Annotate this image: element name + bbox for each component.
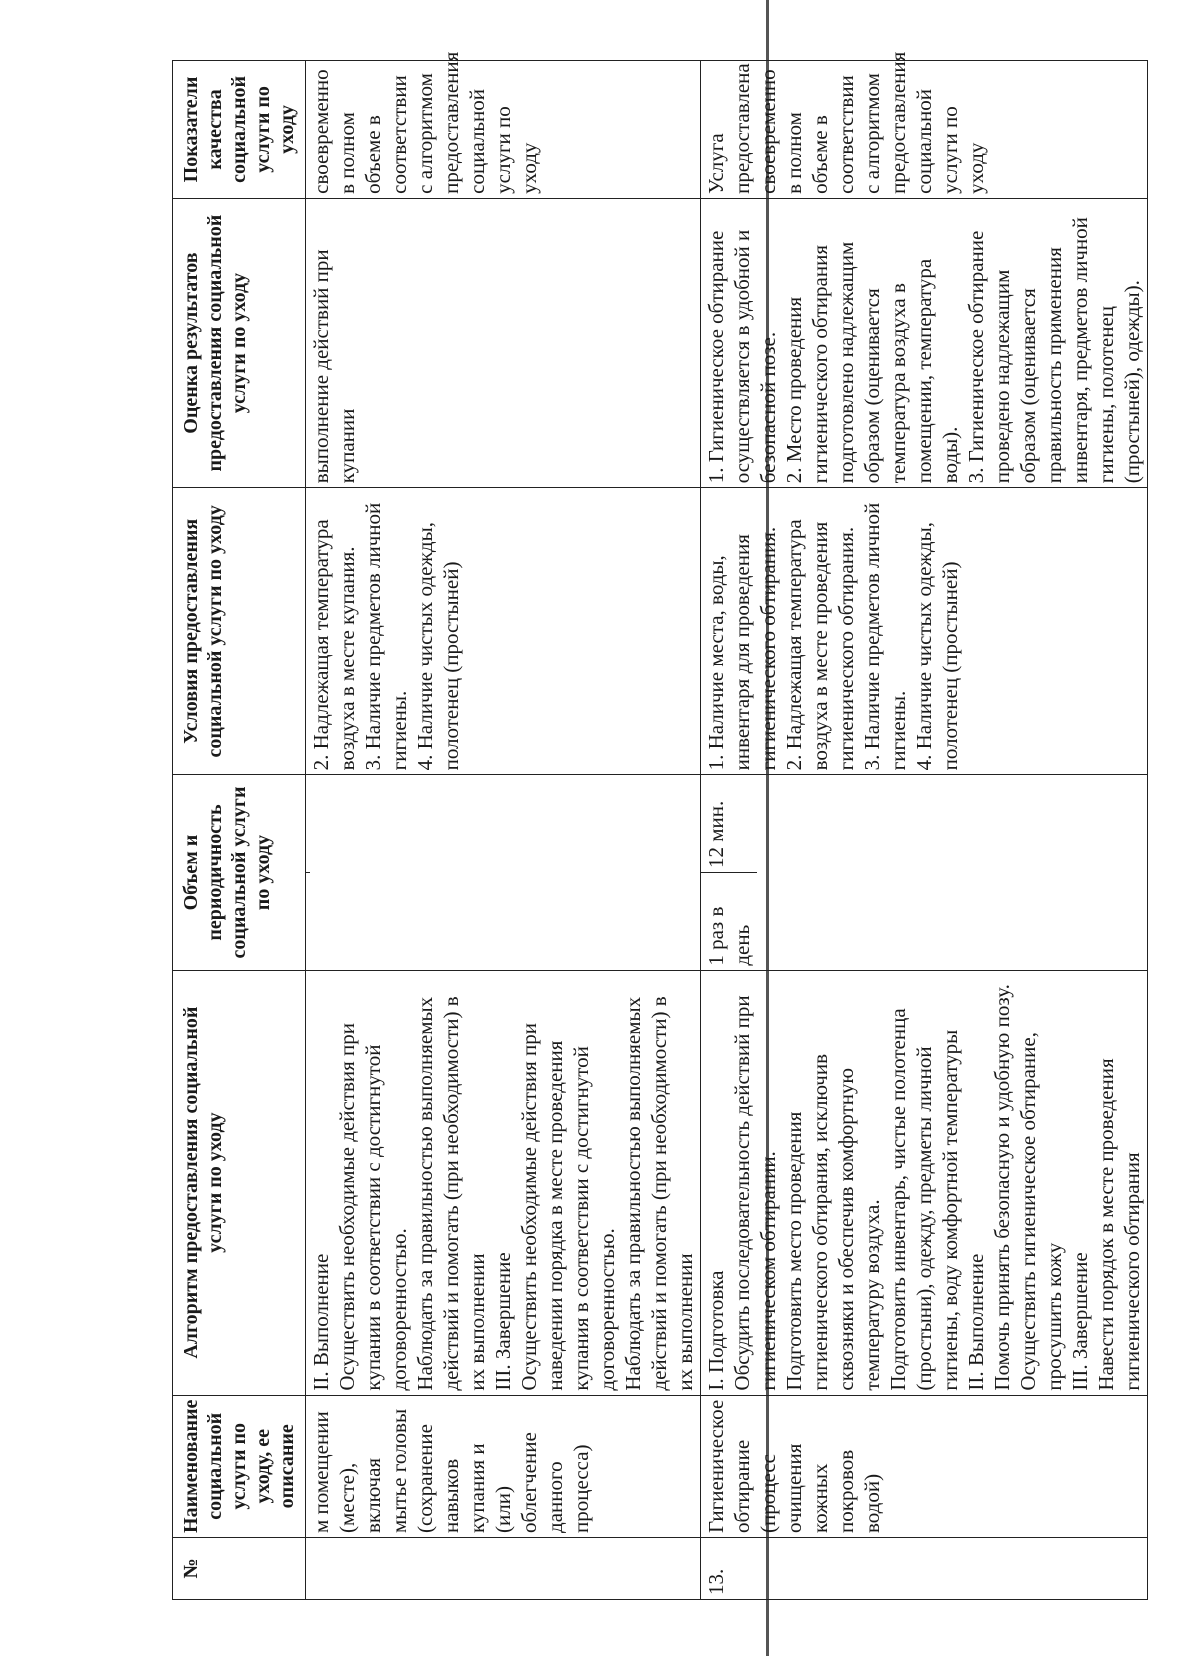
row-evaluation: 1. Гигиеническое обтирание осуществляется в удобной и безопасной позе. 2. Место проведения гигиенического обтирания подготовлено надлежащим образом (оценивается температура воздуха в помещении, температура воды). 3. Гигиеническое обтирание проведено надлежащим образом (оценивается правильность применения инвентаря, предметов личной гигиены, полотенец (простыней), одежды). — [701, 198, 1148, 487]
row-volume-cell — [306, 775, 701, 970]
row-period — [306, 775, 310, 873]
row-num: 13. — [701, 1537, 1148, 1599]
table-header-row — [173, 61, 306, 1600]
row-conditions: 2. Надлежащая температура воздуха в месте купания. 3. Наличие предметов личной гигиены. 4. Наличие чистых одежды, полотенец (простыней) — [306, 488, 701, 775]
row-quality: своевременно в полном объеме в соответствии с алгоритмом предоставления социальной услуги по уходу — [306, 61, 701, 199]
header-conditions: Условия предоставления социальной услуги по уходу — [173, 488, 306, 775]
row-name: м помещении (месте), включая мытье головы (сохранение навыков купания и (или) облегчение данного процесса) — [306, 1395, 701, 1537]
header-quality: Показатели качества социальной услуги по уходу — [173, 61, 306, 199]
row-volume: 1 раз в день — [704, 906, 754, 966]
header-algorithm: Алгоритм предоставления социальной услуги по уходу — [173, 970, 306, 1395]
row-algorithm: II. Выполнение Осуществить необходимые действия при купании в соответствии с достигнутой договоренностью. Наблюдать за правильностью выполняемых действий и помогать (при необходимости) в их выполнении III. Завершение Осуществить необходимые действия при наведении порядка в месте проведения купания в соответствии с достигнутой договоренностью. Наблюдать за правильностью выполняемых действий и помогать (при необходимости) в их выполнении — [306, 970, 701, 1395]
row-name: Гигиеническое обтирание (процесс очищения кожных покровов водой) — [701, 1395, 1148, 1537]
header-name: Наименование социальной услуги по уходу, ее описание — [173, 1395, 306, 1537]
row-conditions: 1. Наличие места, воды, инвентаря для проведения гигиенического обтирания. 2. Надлежащая температура воздуха в месте проведения гигиенического обтирания. 3. Наличие предметов личной гигиены. 4. Наличие чистых одежды, полотенец (простыней) — [701, 488, 1148, 775]
row-quality: Услуга предоставлена своевременно в полном объеме в соответствии с алгоритмом предоставления социальной услуги по уходу — [701, 61, 1148, 199]
row-volume-cell — [701, 775, 1148, 970]
services-table — [172, 51, 1148, 1600]
header-volume: Объем и периодичность социальной услуги по уходу — [173, 775, 306, 970]
rotated-page — [110, 0, 1170, 1640]
row-evaluation: выполнение действий при купании — [306, 198, 701, 487]
row-algorithm: I. Подготовка Обсудить последовательность действий при гигиеническом обтирании. Подготовить место проведения гигиенического обтирания, исключив сквозняки и обеспечив комфортную температуру воздуха. Подготовить инвентарь, чистые полотенца (простыни), одежду, предметы личной гигиены, воду комфортной температуры II. Выполнение Помочь принять безопасную и удобную позу. Осуществить гигиеническое обтирание, просушить кожу III. Завершение Навести порядок в месте проведения гигиенического обтирания — [701, 970, 1148, 1395]
row-num — [306, 1537, 701, 1599]
table-row — [306, 61, 701, 1600]
row-period: 12 мин. — [701, 775, 757, 873]
row-volume — [306, 873, 310, 970]
header-num: № — [173, 1537, 306, 1599]
table-row — [701, 61, 1148, 1600]
header-evaluation: Оценка результатов предоставления социальной услуги по уходу — [173, 198, 306, 487]
